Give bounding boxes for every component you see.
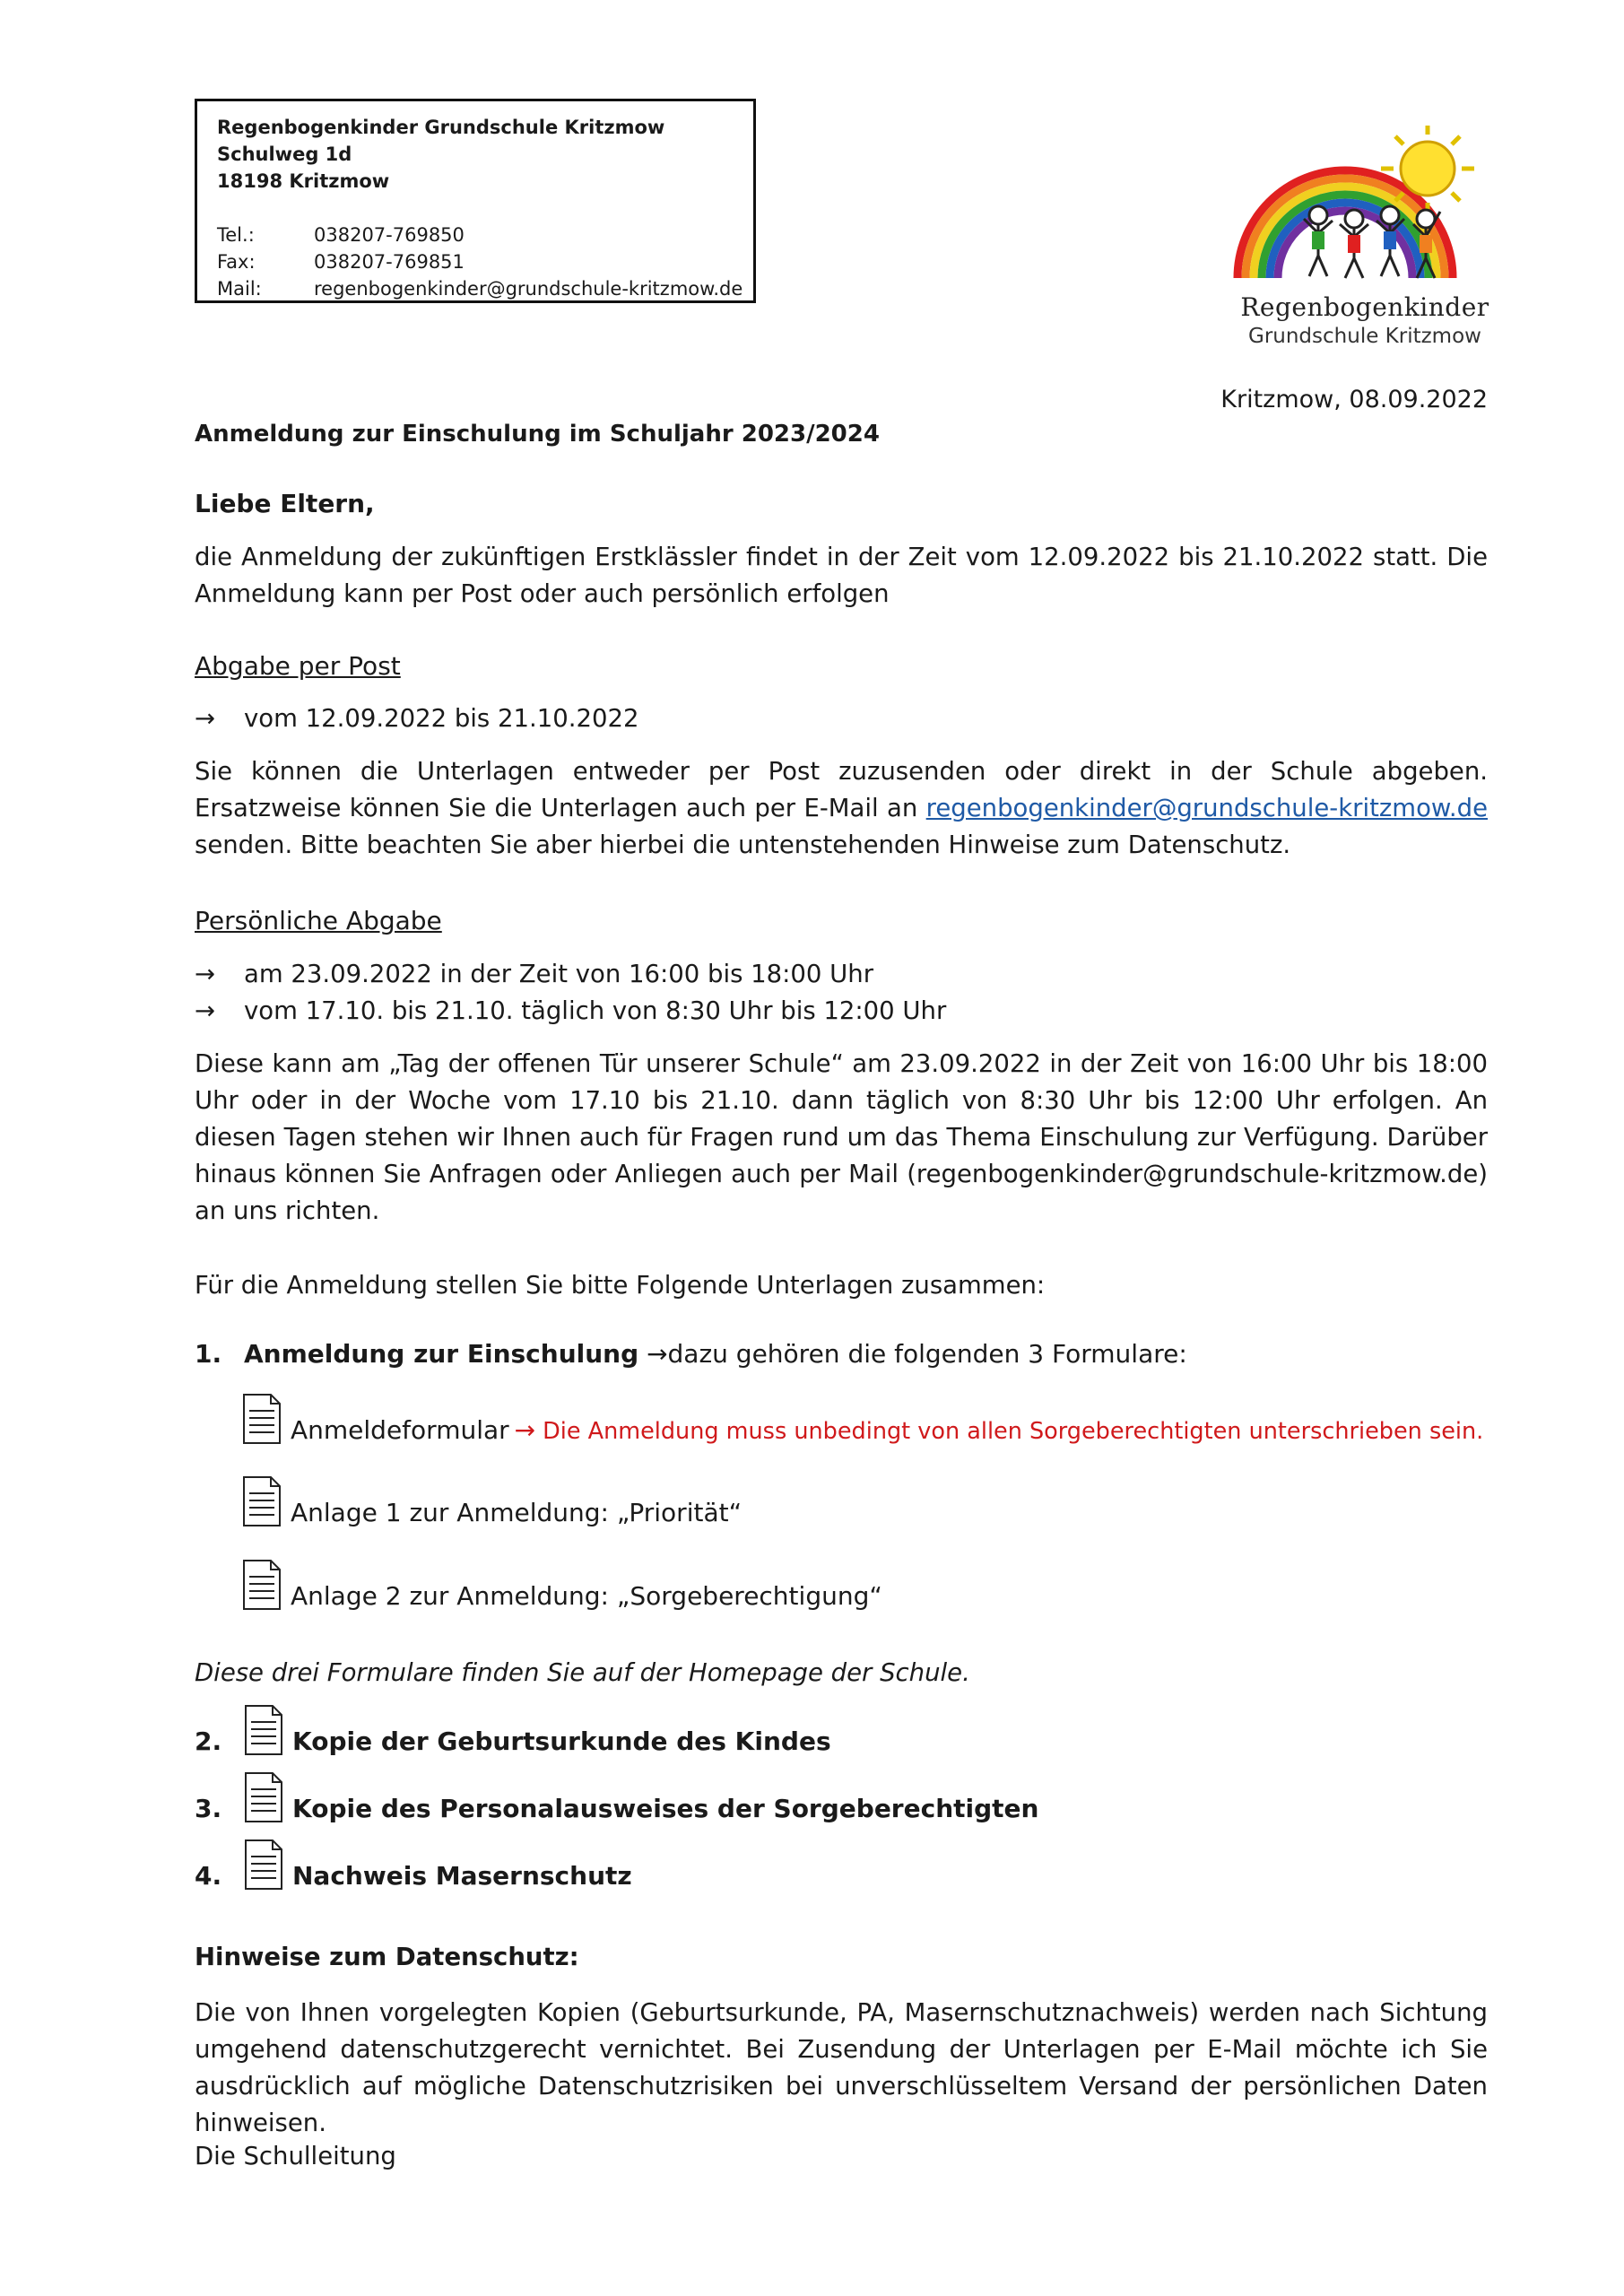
rainbow-logo-icon bbox=[1229, 126, 1498, 296]
forms-homepage-note: Diese drei Formulare finden Sie auf der Homepage der Schule. bbox=[195, 1658, 970, 1687]
post-text-before: Sie können die Unterlagen entweder per Post zuzusenden oder direkt in der Schule abgeben. Ersatzweise können Sie die Unterlagen auch per E-Mail an bbox=[195, 757, 1488, 822]
school-city: 18198 Kritzmow bbox=[217, 170, 390, 192]
personal-line-2 bbox=[195, 993, 946, 1030]
post-paragraph bbox=[195, 753, 1488, 864]
item-number: 2. bbox=[195, 1726, 222, 1756]
form-anmeldeformular bbox=[242, 1393, 1483, 1445]
item-title: Nachweis Masernschutz bbox=[292, 1861, 632, 1891]
intro-paragraph: die Anmeldung der zukünftigen Erstklässler findet in der Zeit vom 12.09.2022 bis 21.10.2022 statt. Die Anmeldung kann per Post oder auch persönlich erfolgen bbox=[195, 543, 1488, 608]
document-icon bbox=[242, 1475, 282, 1527]
fax-label: Fax: bbox=[217, 251, 256, 273]
tel-label: Tel.: bbox=[217, 224, 255, 246]
document-icon bbox=[244, 1704, 283, 1756]
mail-label: Mail: bbox=[217, 278, 262, 300]
item-number: 3. bbox=[195, 1794, 222, 1823]
documents-intro: Für die Anmeldung stellen Sie bitte Folgende Unterlagen zusammen: bbox=[195, 1271, 1046, 1300]
mail-value: regenbogenkinder@grundschule-kritzmow.de bbox=[314, 278, 743, 300]
right-arrow-icon: → bbox=[195, 960, 216, 988]
privacy-paragraph: Die von Ihnen vorgelegten Kopien (Geburtsurkunde, PA, Masernschutznachweis) werden nach Sichtung umgehend datenschutzgerecht vernichtet. Bei Zusendung der Unterlagen per E-Mail möchte ich Sie ausdrücklich auf mögliche Datenschutzrisiken bei unverschlüsseltem Versand der persönlichen Daten hinweisen. bbox=[195, 1998, 1488, 2137]
document-icon bbox=[242, 1559, 282, 1611]
email-link[interactable]: regenbogenkinder@grundschule-kritzmow.de bbox=[925, 794, 1488, 822]
form-anlage-2 bbox=[242, 1559, 882, 1611]
document-item-4 bbox=[195, 1839, 632, 1891]
item-title: Kopie des Personalausweises der Sorgeberechtigten bbox=[292, 1794, 1039, 1823]
mail-row bbox=[217, 275, 753, 302]
privacy-heading: Hinweise zum Datenschutz: bbox=[195, 1943, 579, 1971]
greeting: Liebe Eltern, bbox=[195, 489, 375, 518]
right-arrow-icon: → bbox=[514, 1415, 536, 1445]
school-street: Schulweg 1d bbox=[217, 144, 352, 165]
fax-value: 038207-769851 bbox=[314, 251, 465, 273]
item-title: Kopie der Geburtsurkunde des Kindes bbox=[292, 1726, 831, 1756]
item-number: 1. bbox=[195, 1339, 222, 1369]
item-rest: dazu gehören die folgenden 3 Formulare: bbox=[667, 1339, 1187, 1369]
post-date-range: vom 12.09.2022 bis 21.10.2022 bbox=[244, 704, 639, 733]
personal-paragraph: Diese kann am „Tag der offenen Tür unserer Schule“ am 23.09.2022 in der Zeit von 16:00 Uhr bis 18:00 Uhr oder in der Woche vom 17.10 bis 21.10. dann täglich von 8:30 Uhr bis 12:00 Uhr erfolgen. An diesen Tagen stehen wir Ihnen auch für Fragen rund um das Thema Einschulung zur Verfügung. Darüber hinaus können Sie Anfragen oder Anliegen auch per Mail (regenbogenkinder@grundschule-kritzmow.de) an uns richten. bbox=[195, 1049, 1488, 1225]
signature: Die Schulleitung bbox=[195, 2142, 396, 2170]
address-box bbox=[195, 99, 756, 303]
right-arrow-icon: → bbox=[195, 704, 216, 733]
item-title: Anmeldung zur Einschulung bbox=[244, 1339, 639, 1369]
school-name: Regenbogenkinder Grundschule Kritzmow bbox=[217, 117, 665, 138]
form-label: Anmeldeformular bbox=[291, 1415, 509, 1445]
logo-subtitle: Grundschule Kritzmow bbox=[1248, 325, 1481, 348]
form-anlage-1 bbox=[242, 1475, 742, 1527]
item-number: 4. bbox=[195, 1861, 222, 1891]
document-icon bbox=[244, 1839, 283, 1891]
personal-line-1 bbox=[195, 956, 873, 993]
right-arrow-icon: → bbox=[647, 1339, 668, 1369]
letter-date: Kritzmow, 08.09.2022 bbox=[1220, 386, 1488, 413]
document-item-1 bbox=[195, 1339, 1187, 1369]
post-date-line bbox=[195, 700, 638, 737]
fax-row bbox=[217, 248, 753, 275]
document-item-3 bbox=[195, 1771, 1038, 1823]
personal-heading: Persönliche Abgabe bbox=[195, 906, 442, 935]
form-label: Anlage 2 zur Anmeldung: „Sorgeberechtigung“ bbox=[291, 1581, 882, 1611]
personal-date-1: am 23.09.2022 in der Zeit von 16:00 bis 18:00 Uhr bbox=[244, 960, 874, 988]
form-label: Anlage 1 zur Anmeldung: „Priorität“ bbox=[291, 1498, 743, 1527]
document-icon bbox=[242, 1393, 282, 1445]
personal-date-2: vom 17.10. bis 21.10. täglich von 8:30 Uhr bis 12:00 Uhr bbox=[244, 996, 947, 1025]
logo-title: Regenbogenkinder bbox=[1240, 292, 1489, 322]
document-item-2 bbox=[195, 1704, 831, 1756]
document-icon bbox=[244, 1771, 283, 1823]
right-arrow-icon: → bbox=[195, 996, 216, 1025]
post-text-after: senden. Bitte beachten Sie aber hierbei die untenstehenden Hinweise zum Datenschutz. bbox=[195, 831, 1291, 859]
letter-subject: Anmeldung zur Einschulung im Schuljahr 2023/2024 bbox=[195, 421, 880, 448]
school-logo bbox=[1229, 126, 1498, 359]
tel-value: 038207-769850 bbox=[314, 224, 465, 246]
signature-warning: Die Anmeldung muss unbedingt von allen Sorgeberechtigten unterschrieben sein. bbox=[543, 1418, 1484, 1445]
post-heading: Abgabe per Post bbox=[195, 651, 401, 681]
tel-row bbox=[217, 222, 753, 248]
